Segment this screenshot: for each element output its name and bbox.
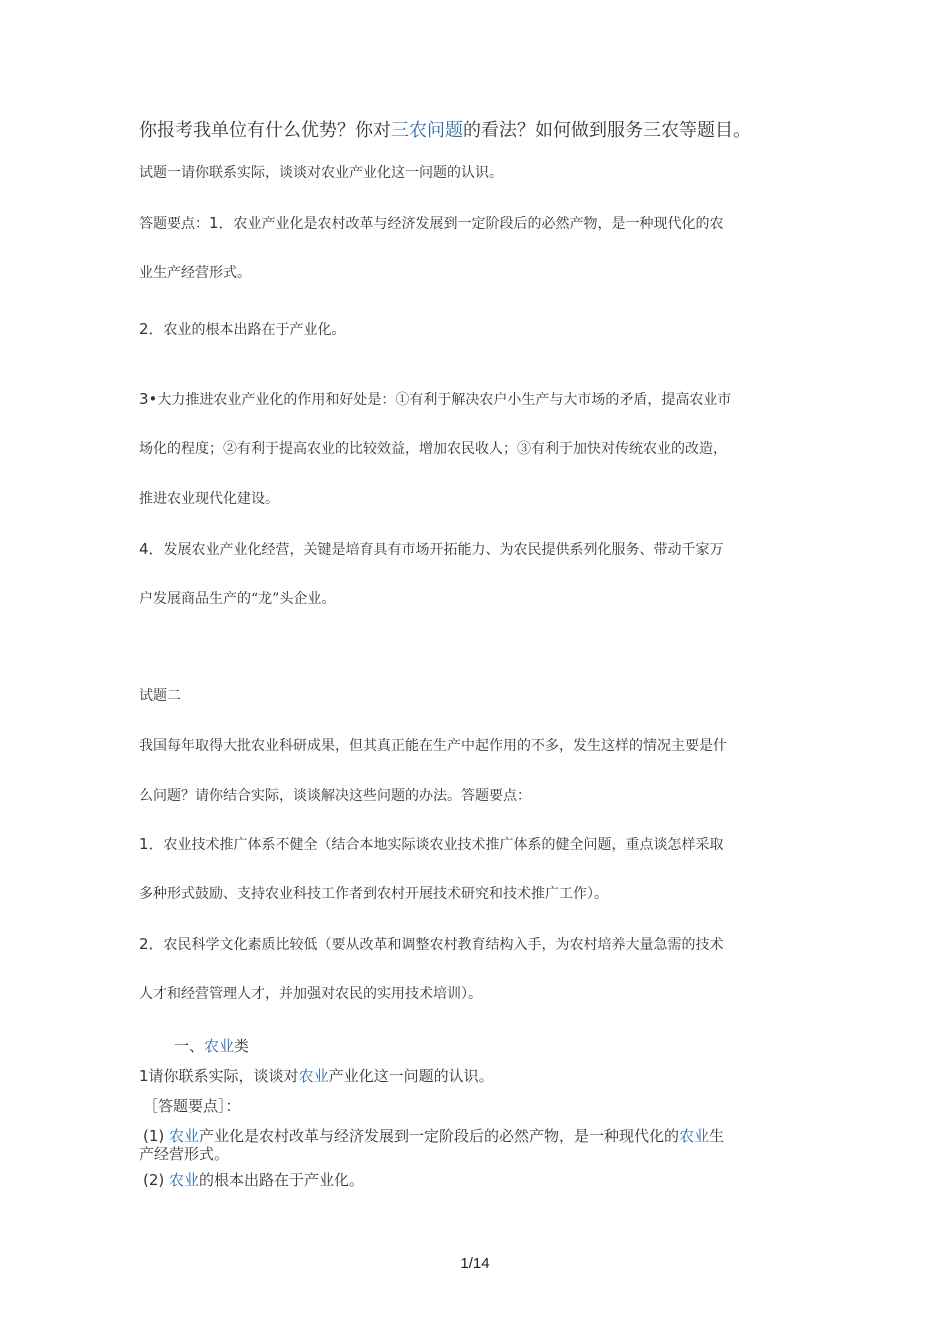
agriculture-link[interactable]: 农业	[298, 1067, 329, 1085]
point-number: 1．	[209, 214, 234, 232]
point-text: 发展农业产业化经营，关键是培育具有市场开拓能力、为农民提供系列化服务、带动千家万	[163, 542, 724, 558]
q1-point3-line1	[139, 389, 731, 410]
point-text: 农民科学文化素质比较低（要从改革和调整农村教育结构入手，为农村培养大量急需的技术	[163, 937, 724, 953]
point-text: 农业产业化是农村改革与经济发展到一定阶段后的必然产物，是一种现代化的农	[233, 216, 724, 232]
q2-point2-line1	[139, 934, 724, 955]
page-number: 1/14	[460, 1255, 490, 1272]
q2-point2-line2: 人才和经营管理人才，并加强对农民的实用技术培训）。	[139, 986, 482, 1002]
point-text: 农业技术推广体系不健全（结合本地实际谈农业技术推广体系的健全问题，重点谈怎样采取	[163, 837, 724, 853]
q1-point2	[139, 319, 346, 340]
q1-point3-line3: 推进农业现代化建设。	[139, 491, 279, 507]
section-item1-line2: 产经营形式。	[139, 1145, 230, 1163]
q1-point4-line2: 户发展商品生产的“龙”头企业。	[139, 591, 336, 607]
point-text: 大力推进农业产业化的作用和好处是：①有利于解决农户小生产与大市场的矛盾，提高农业市	[157, 392, 732, 408]
item-number: (1)	[143, 1127, 165, 1145]
answer-key-heading: ［答题要点］：	[143, 1097, 241, 1115]
section-question	[139, 1066, 494, 1086]
q2-heading: 试题二	[139, 688, 181, 704]
agriculture-link[interactable]: 农业	[204, 1037, 235, 1055]
item-number: (2)	[143, 1171, 165, 1189]
item-text: 产业化是农村改革与经济发展到一定阶段后的必然产物，是一种现代化的	[199, 1127, 680, 1145]
point-number: 3•	[139, 390, 158, 408]
q2-intro-line2: 么问题？请你结合实际，谈谈解决这些问题的办法。答题要点：	[139, 788, 531, 804]
item-text-end: 生	[709, 1127, 725, 1145]
q1-heading: 试题一请你联系实际，谈谈对农业产业化这一问题的认识。	[139, 165, 503, 181]
question-text: 请你联系实际，谈谈对	[148, 1067, 299, 1085]
q1-point1-line2: 业生产经营形式。	[139, 265, 251, 281]
item-text: 的根本出路在于产业化。	[199, 1171, 365, 1189]
q1-point4-line1	[139, 539, 724, 560]
q1-point1-line1	[139, 213, 724, 234]
section-suffix: 类	[234, 1037, 250, 1055]
section-number: 一、	[174, 1037, 205, 1055]
agriculture-link[interactable]: 农业	[679, 1127, 710, 1145]
question-number: 1	[139, 1067, 149, 1085]
point-text: 农业的根本出路在于产业化。	[163, 322, 346, 338]
san-nong-link[interactable]: 三农问题	[391, 120, 463, 141]
point-number: 4．	[139, 540, 164, 558]
title-text-end: 的看法？如何做到服务三农等题目。	[463, 120, 751, 141]
point-number: 2．	[139, 320, 164, 338]
title-text: 你报考我单位有什么优势？你对	[139, 120, 391, 141]
q2-point1-line2: 多种形式鼓励、支持农业科技工作者到农村开展技术研究和技术推广工作）。	[139, 886, 608, 902]
point-number: 2．	[139, 935, 164, 953]
answer-key-label: 答题要点：	[139, 216, 209, 232]
agriculture-link[interactable]: 农业	[169, 1127, 200, 1145]
section-item2	[143, 1170, 364, 1190]
section-heading	[174, 1036, 249, 1056]
question-text-end: 产业化这一问题的认识。	[328, 1067, 494, 1085]
point-number: 1．	[139, 835, 164, 853]
agriculture-link[interactable]: 农业	[169, 1171, 200, 1189]
section-item1-line1	[143, 1126, 724, 1146]
q2-point1-line1	[139, 834, 724, 855]
page-title	[139, 119, 751, 143]
q1-point3-line2: 场化的程度；②有利于提高农业的比较效益，增加农民收人；③有利于加快对传统农业的改造，	[139, 441, 727, 457]
q2-intro-line1: 我国每年取得大批农业科研成果，但其真正能在生产中起作用的不多，发生这样的情况主要是什	[139, 738, 727, 754]
